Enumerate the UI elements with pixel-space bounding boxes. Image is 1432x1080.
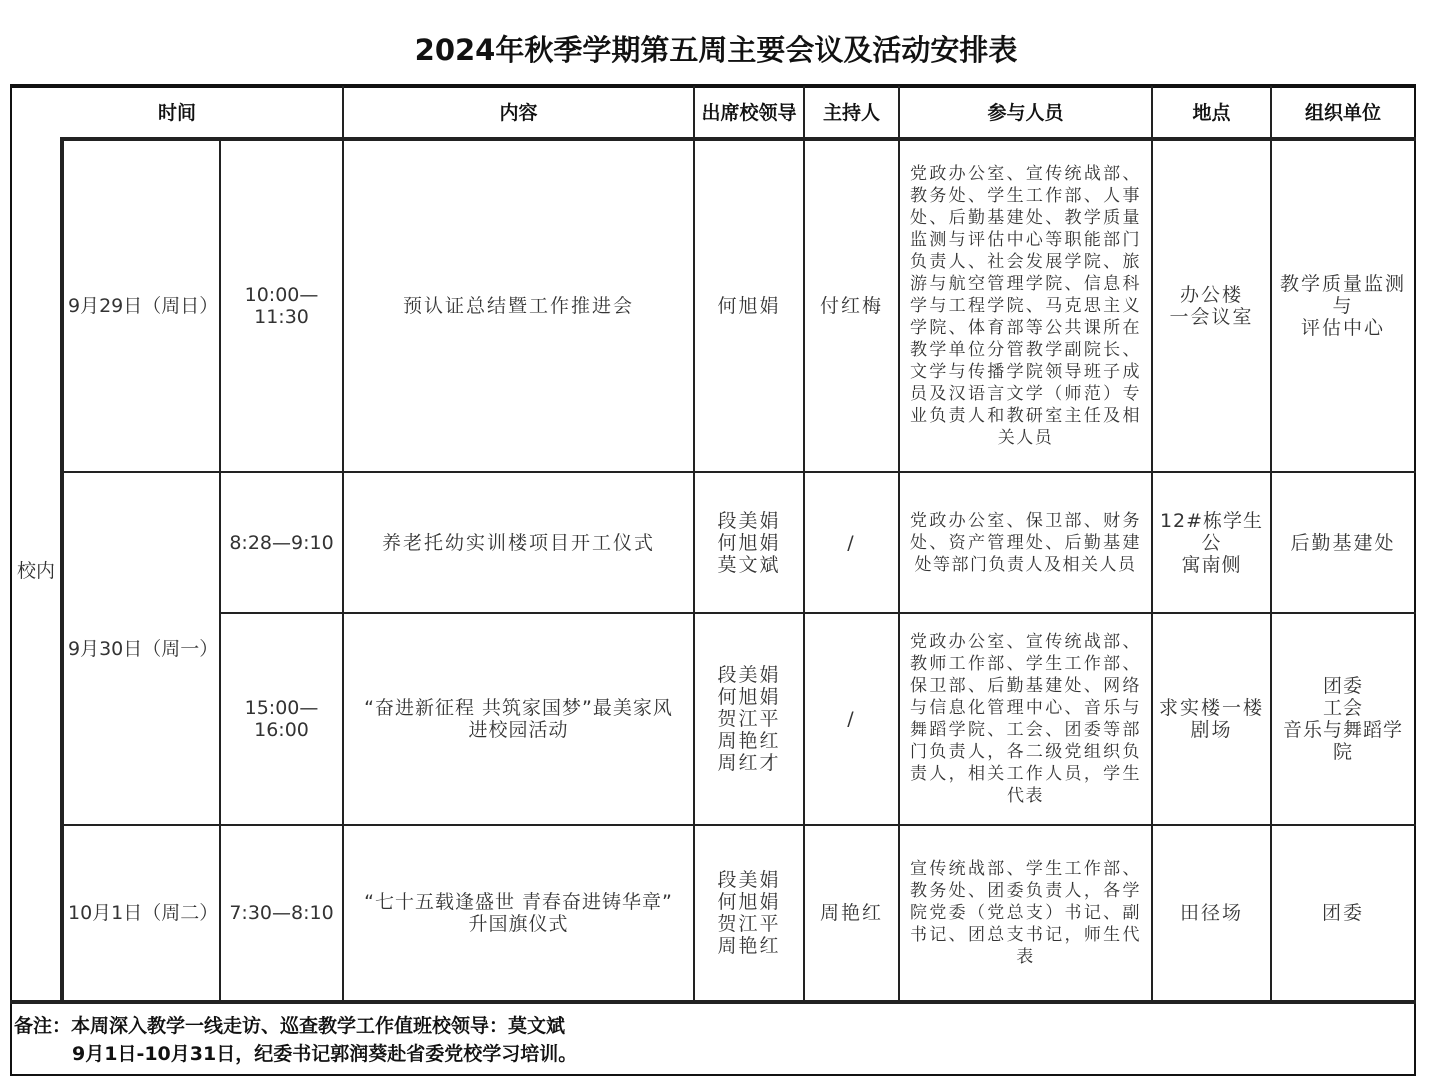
row-organizer: 团委	[1321, 902, 1364, 924]
row-leaders: 段美娟 何旭娟 贺江平 周艳红	[717, 869, 781, 957]
row-location: 办公楼 一会议室	[1169, 284, 1254, 328]
row-location: 12#栋学生公 寓南侧	[1159, 509, 1264, 576]
row-content: “奋进新征程 共筑家国梦”最美家风 进校园活动	[364, 697, 673, 741]
row-time: 7:30—8:10	[229, 902, 334, 924]
row-location: 求实楼一楼 剧场	[1158, 697, 1264, 741]
section-label: 校内	[16, 559, 55, 582]
row-participants: 党政办公室、保卫部、财务处、资产管理处、后勤基建处等部门负责人及相关人员	[910, 510, 1141, 575]
row-time: 8:28—9:10	[229, 531, 334, 554]
row-host: /	[847, 708, 856, 730]
note-line-2: 9月1日-10月31日，纪委书记郭润葵赴省委党校学习培训。	[72, 1043, 578, 1065]
row-participants: 党政办公室、宣传统战部、教师工作部、学生工作部、保卫部、后勤基建处、网络与信息化管理中心、音乐与舞蹈学院、工会、团委等部门负责人，各二级党组织负责人，相关工作人员，学生代表	[910, 632, 1141, 806]
header-organizer: 组织单位	[1304, 101, 1381, 124]
row-participants: 党政办公室、宣传统战部、教务处、学生工作部、人事处、后勤基建处、教学质量监测与评估中心等职能部门负责人、社会发展学院、旅游与航空管理学院、信息科学与工程学院、马克思主义学院、体育部等公共课所在教学单位分管教学副院长、文学与传播学院领导班子成员及汉语言文学（师范）专业负责人和教研室主任及相关人员	[910, 164, 1141, 448]
notes	[14, 1012, 577, 1068]
row-organizer: 团委 工会 音乐与舞蹈学院	[1282, 675, 1403, 763]
header-location: 地点	[1192, 101, 1231, 124]
row-host: /	[847, 531, 856, 554]
header-participants: 参与人员	[987, 101, 1064, 124]
row-location: 田径场	[1179, 902, 1243, 924]
note-line-1: 备注：本周深入教学一线走访、巡查教学工作值班校领导：莫文斌	[14, 1015, 566, 1037]
row-organizer: 教学质量监测与 评估中心	[1279, 273, 1406, 339]
row-content: 预认证总结暨工作推进会	[402, 295, 634, 317]
row-leaders: 段美娟 何旭娟 莫文斌	[717, 509, 781, 576]
page-title: 2024年秋季学期第五周主要会议及活动安排表	[414, 33, 1018, 67]
row-host: 付红梅	[819, 295, 883, 317]
header-time: 时间	[157, 101, 196, 124]
row-date: 9月29日（周日）	[68, 295, 219, 317]
row-organizer: 后勤基建处	[1290, 531, 1396, 554]
header-content: 内容	[499, 101, 538, 124]
row-time: 10:00—11:30	[244, 284, 319, 328]
row-host: 周艳红	[819, 902, 883, 924]
row-leaders: 何旭娟	[717, 295, 781, 317]
row-date: 9月30日（周一）	[68, 637, 219, 660]
row-time: 15:00—16:00	[244, 697, 319, 741]
header-leaders: 出席校领导	[701, 101, 797, 124]
row-date: 10月1日（周二）	[68, 902, 219, 924]
row-participants: 宣传统战部、学生工作部、教务处、团委负责人，各学院党委（党总支）书记、副书记、团总支书记，师生代表	[910, 859, 1141, 967]
row-content: 养老托幼实训楼项目开工仪式	[381, 531, 655, 554]
row-content: “七十五载逢盛世 青春奋进铸华章” 升国旗仪式	[364, 891, 673, 935]
row-leaders: 段美娟 何旭娟 贺江平 周艳红 周红才	[717, 664, 781, 774]
header-host: 主持人	[822, 101, 880, 124]
